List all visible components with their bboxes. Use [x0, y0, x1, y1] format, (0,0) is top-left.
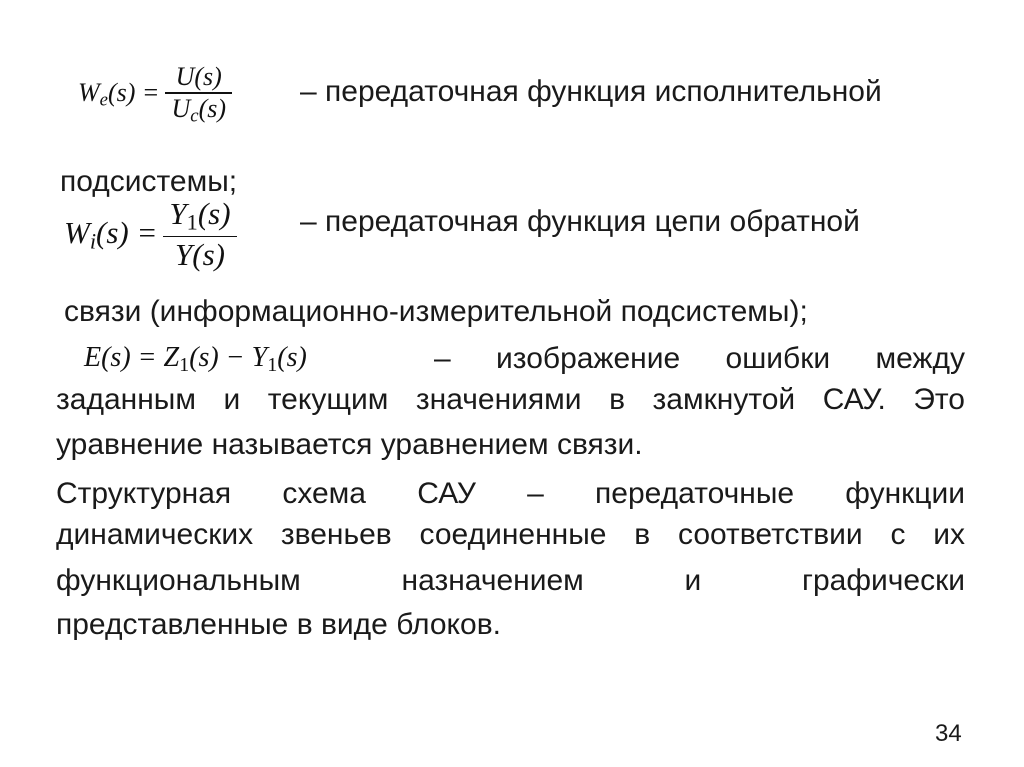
fraction: [163, 196, 236, 273]
text-line-3: – передаточная функция цепи обратной: [300, 205, 860, 238]
page-number: 34: [935, 720, 962, 747]
text-line-9: динамических звеньев соединенные в соответствии с их: [56, 518, 965, 551]
text-line-7: уравнение называется уравнением связи.: [56, 428, 643, 461]
fraction-denominator: $U_c(s)$: [171, 93, 226, 127]
text-line-1: – передаточная функция исполнительной: [300, 75, 882, 108]
fraction-numerator: $Y_1(s)$: [169, 196, 231, 235]
formula-error-equation: $E(s) = Z_1(s) - Y_1(s)$: [84, 342, 307, 377]
text-line-6: заданным и текущим значениями в замкнутой САУ. Это: [56, 383, 965, 416]
fraction-numerator: U(s): [175, 62, 222, 91]
formula-lhs: $W_e(s)$ =: [78, 77, 160, 111]
fraction: [165, 62, 232, 127]
text-line-8: Структурная схема САУ – передаточные функции: [56, 477, 965, 510]
text-line-5: – изображение ошибки между: [434, 342, 965, 375]
text-line-2: подсистемы;: [60, 165, 238, 198]
text-line-4: связи (информационно-измерительной подсистемы);: [64, 295, 808, 328]
formula-lhs: $W_i(s)$ =: [64, 214, 158, 254]
formula-transfer-feedback: [64, 196, 237, 273]
text-line-11: представленные в виде блоков.: [56, 608, 501, 641]
text-line-10: функциональным назначением и графически: [56, 564, 965, 597]
fraction-denominator: Y(s): [175, 237, 225, 273]
formula-transfer-executive: [78, 62, 232, 127]
